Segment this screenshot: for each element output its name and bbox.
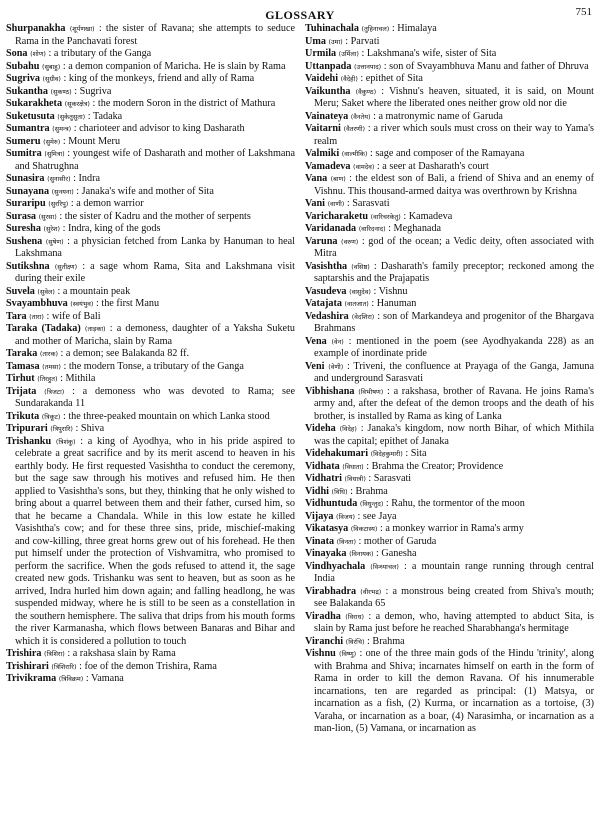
glossary-term: Suresha xyxy=(6,223,41,234)
glossary-definition: : Rahu, the tormentor of the moon xyxy=(383,498,525,509)
glossary-entry xyxy=(6,61,295,74)
devanagari-term: (बाण) xyxy=(330,175,346,183)
devanagari-term: (वेणी) xyxy=(328,362,344,371)
glossary-definition: : Meghanada xyxy=(385,223,442,234)
glossary-entry xyxy=(305,23,594,36)
glossary-entry xyxy=(305,161,594,174)
glossary-term: Vana xyxy=(305,173,328,184)
glossary-entry xyxy=(305,86,594,111)
glossary-term: Trivikrama xyxy=(6,673,57,684)
glossary-term: Vena xyxy=(305,335,327,347)
glossary-entry xyxy=(6,298,295,311)
glossary-definition: : a demon; see Balakanda 82 ff. xyxy=(58,348,190,359)
glossary-entry xyxy=(6,411,295,424)
glossary-entry xyxy=(6,286,295,299)
glossary-definition: : Indra xyxy=(70,173,100,184)
glossary-entry xyxy=(6,261,295,286)
glossary-definition: : king of the monkeys, friend and ally of Rama xyxy=(60,73,255,84)
glossary-term: Svayambhuva xyxy=(6,298,68,309)
glossary-entry xyxy=(305,286,594,299)
glossary-entry xyxy=(305,473,594,486)
glossary-entry xyxy=(305,523,594,536)
glossary-definition: : Vishnu's heaven, situated, it is said, on Mount Meru; Saket where the liberated ones neither grow old nor die xyxy=(314,85,594,109)
glossary-definition: : youngest wife of Dasharath and mother of Lakshmana and Shatrughna xyxy=(15,148,295,172)
glossary-entry xyxy=(6,323,295,348)
glossary-entry xyxy=(6,436,295,649)
glossary-term: Sumantra xyxy=(6,123,50,134)
glossary-term: Vidhuntuda xyxy=(305,498,358,509)
glossary-entry xyxy=(305,561,594,586)
devanagari-term: (विधात्री) xyxy=(344,475,366,483)
glossary-entry xyxy=(6,48,295,61)
glossary-definition: : son of Svayambhuva Manu and father of Dhruva xyxy=(381,60,589,72)
devanagari-term: (सूकरक्षेत्र) xyxy=(64,100,90,108)
devanagari-term: (विष्णु) xyxy=(339,650,357,658)
devanagari-term: (सुमेरु) xyxy=(43,137,61,146)
glossary-entry xyxy=(305,386,594,424)
left-column xyxy=(6,23,295,736)
devanagari-term: (विराध) xyxy=(345,612,364,621)
devanagari-term: (तुहिनाचल) xyxy=(361,25,390,33)
devanagari-term: (सुवेल) xyxy=(37,287,55,296)
glossary-entry xyxy=(305,298,594,311)
glossary-definition: : a king of Ayodhya, who in his pride aspired to celebrate a great sacrifice and by its merit ascend to heaven in his earthly body. He first requested Vasishtha to conduct the ceremony, but the sage saw through his motives and refused him. He then applied to Vasishtha's sons, but they, thinking that he only wished to bring about a quarrel between them and their father, cursed him, so that he became a Chandala. While in this low estate he killed Vasishtha's cow; and for these three sins, pride, mischief-making and cow-killing, three great horns grew out of his forehead. He then put himself under the protection of Vishvamitra, who promised to perform the sacrifice. When the gods refused to attend it, the sage created new gods. Trishanku was sent to heaven, but as soon as he arrived, Indra hurled him down again; and falling headlong, he was suspended midway, where he is still to be seen as a constellation in the southern hemisphere. The saliva that drips from his mouth forms the river Karmanasha, which flows between Banaras and Bihar and which it is considered a pollution to touch xyxy=(15,435,296,647)
devanagari-term: (त्रिकूट) xyxy=(41,412,61,421)
devanagari-term: (वेदशिरा) xyxy=(351,312,375,321)
glossary-term: Sunasira xyxy=(6,173,45,184)
glossary-entry xyxy=(305,448,594,461)
glossary-entry xyxy=(305,198,594,211)
glossary-term: Vikatasya xyxy=(305,523,349,534)
glossary-definition: : Ganesha xyxy=(373,548,417,559)
glossary-term: Trishira xyxy=(6,648,42,659)
glossary-entry xyxy=(305,498,594,511)
glossary-definition: : a demon companion of Maricha. He is slain by Rama xyxy=(60,60,286,72)
glossary-term: Vainateya xyxy=(305,110,349,122)
glossary-entry xyxy=(6,386,295,411)
glossary-term: Sukarakheta xyxy=(6,98,63,109)
glossary-definition: : Mithila xyxy=(57,373,96,384)
glossary-term: Uma xyxy=(305,35,326,47)
devanagari-term: (वैतरणी) xyxy=(343,125,366,133)
glossary-entry xyxy=(6,311,295,324)
glossary-term: Uttanpada xyxy=(305,60,352,72)
devanagari-term: (विधुन्तुद) xyxy=(359,500,384,508)
devanagari-term: (वामदेव) xyxy=(353,162,375,171)
glossary-term: Viranchi xyxy=(305,635,344,647)
glossary-definition: : one of the three main gods of the Hindu 'trinity', along with Brahma and Shiva; incarnates himself on earth in the form of Rama in order to kill the demon Ravana. Of his innumerable incarnations, ten are regarded as principal: (1) Matsya, or incarnation as a fish, (2) Kurma, or incarnation as a tortoise, (3) Varaha, or incarnation as a boar, (4) Narasimha, or incarnation as a man-lion, (5) Vamana, or incarnation as xyxy=(314,648,594,734)
glossary-definition: : Sarasvati xyxy=(344,198,390,209)
glossary-definition: : a monkey warrior in Rama's army xyxy=(377,523,524,534)
devanagari-term: (तिरहुत) xyxy=(37,375,58,383)
glossary-definition: : epithet of Sita xyxy=(357,73,423,84)
glossary-entry xyxy=(6,186,295,199)
glossary-entry xyxy=(305,636,594,649)
glossary-term: Vamadeva xyxy=(305,160,351,172)
glossary-definition: : Brahma xyxy=(347,485,388,497)
glossary-definition: : Parvati xyxy=(342,35,380,47)
glossary-definition: : a demoness, daughter of a Yaksha Suketu and mother of Maricha, slain by Rama xyxy=(15,323,296,347)
glossary-entry xyxy=(6,173,295,186)
glossary-entry xyxy=(305,511,594,524)
devanagari-term: (वाल्मीकि) xyxy=(341,150,368,158)
glossary-term: Suraripu xyxy=(6,198,46,209)
glossary-term: Vidhi xyxy=(305,485,329,497)
glossary-entry xyxy=(305,61,594,74)
devanagari-term: (सुकण्ठ) xyxy=(50,87,72,96)
glossary-entry xyxy=(6,148,295,173)
glossary-entry xyxy=(6,86,295,99)
glossary-definition: : Tadaka xyxy=(85,110,123,122)
glossary-term: Vani xyxy=(305,198,326,209)
glossary-definition: : Sarasvati xyxy=(365,473,412,484)
devanagari-term: (विधि) xyxy=(331,487,348,496)
glossary-definition: : Mount Meru xyxy=(60,135,121,147)
glossary-term: Tirhut xyxy=(6,373,35,384)
glossary-term: Urmila xyxy=(305,48,337,59)
devanagari-term: (त्रिजटा) xyxy=(44,387,65,396)
glossary-definition: : see Jaya xyxy=(355,510,397,522)
glossary-entry xyxy=(6,373,295,386)
glossary-definition: : son of Markandeya and progenitor of the Bhargava Brahmans xyxy=(314,310,595,334)
glossary-entry xyxy=(6,98,295,111)
glossary-entry xyxy=(6,111,295,124)
glossary-definition: : a sage whom Rama, Sita and Lakshmana visit during their exile xyxy=(15,260,295,284)
devanagari-term: (वरुण) xyxy=(341,237,359,246)
devanagari-term: (वासुदेव) xyxy=(349,287,371,296)
devanagari-term: (स्वयंभुव) xyxy=(70,300,94,308)
glossary-definition: : Vishnu xyxy=(370,285,408,297)
glossary-definition: : wife of Bali xyxy=(43,310,101,322)
glossary-definition: : a rakshasa slain by Rama xyxy=(64,648,176,659)
glossary-term: Varidanada xyxy=(305,223,357,234)
devanagari-term: (उमा) xyxy=(328,37,343,46)
devanagari-term: (सुररिपु) xyxy=(48,200,69,208)
glossary-entry xyxy=(305,261,594,286)
glossary-definition: : the three-peaked mountain on which Lanka stood xyxy=(60,410,270,422)
devanagari-term: (सुरसा) xyxy=(38,212,57,221)
page-header xyxy=(6,6,594,22)
glossary-definition: : the modern Soron in the district of Mathura xyxy=(89,98,276,109)
glossary-term: Vishnu xyxy=(305,648,336,659)
glossary-term: Veni xyxy=(305,360,325,372)
glossary-term: Vijaya xyxy=(305,510,334,522)
glossary-definition: : a seer at Dasharath's court xyxy=(374,160,489,172)
devanagari-term: (विदेहकुमारी) xyxy=(370,450,403,458)
glossary-entry xyxy=(305,586,594,611)
glossary-definition: : Brahma the Creator; Providence xyxy=(363,460,504,472)
glossary-definition: : Lakshmana's wife, sister of Sita xyxy=(358,48,497,59)
devanagari-term: (शोण) xyxy=(30,50,46,58)
devanagari-term: (सुमित्रा) xyxy=(44,150,65,158)
devanagari-term: (वैनतेय) xyxy=(350,112,371,121)
glossary-entry xyxy=(305,223,594,236)
devanagari-term: (वैदेही) xyxy=(340,75,358,83)
glossary-entry xyxy=(305,148,594,161)
glossary-entry xyxy=(305,423,594,448)
glossary-term: Sumitra xyxy=(6,148,42,159)
devanagari-term: (सुतीक्ष्ण) xyxy=(54,262,78,271)
glossary-definition: : Sita xyxy=(402,448,427,459)
glossary-entry xyxy=(305,536,594,549)
devanagari-term: (त्रिशिरारि) xyxy=(51,662,77,671)
glossary-definition: : Himalaya xyxy=(389,23,437,34)
glossary-definition: : a river which souls must cross on their way to Yama's realm xyxy=(314,123,595,147)
glossary-definition: : a demon, who, having attempted to abduct Sita, is slain by Rama just before he reached Sharabhanga's hermitage xyxy=(314,610,595,634)
devanagari-term: (विनता) xyxy=(336,537,356,546)
glossary-entry xyxy=(6,661,295,674)
glossary-term: Vaidehi xyxy=(305,73,339,84)
glossary-entry xyxy=(305,461,594,474)
glossary-definition: : Kamadeva xyxy=(400,210,453,222)
glossary-entry xyxy=(305,336,594,361)
glossary-term: Vaitarni xyxy=(305,123,341,134)
glossary-entry xyxy=(305,73,594,86)
glossary-entry xyxy=(6,198,295,211)
glossary-term: Vindhyachala xyxy=(305,560,366,572)
devanagari-term: (त्रिविक्रम) xyxy=(58,675,84,683)
glossary-term: Sushena xyxy=(6,235,43,247)
glossary-entry xyxy=(305,48,594,61)
glossary-term: Vasudeva xyxy=(305,285,347,297)
glossary-entry xyxy=(305,361,594,386)
devanagari-term: (वारिचरकेतु) xyxy=(370,212,401,221)
devanagari-term: (वाणी) xyxy=(327,200,345,208)
glossary-term: Surasa xyxy=(6,210,37,222)
glossary-definition: : the sister of Kadru and the mother of serpents xyxy=(56,210,251,222)
devanagari-term: (वसिष्ठ) xyxy=(351,262,370,271)
glossary-definition: : a monstrous being created from Shiva's mouth; see Balakanda 65 xyxy=(314,585,595,609)
page-number: 751 xyxy=(575,6,592,18)
glossary-entry xyxy=(6,223,295,236)
glossary-entry xyxy=(6,673,295,686)
devanagari-term: (वैकुण्ठ) xyxy=(355,87,377,96)
glossary-definition: : a demon warrior xyxy=(68,198,144,209)
devanagari-term: (त्रिशिरा) xyxy=(44,650,65,658)
glossary-entry xyxy=(305,486,594,499)
glossary-definition: : a physician fetched from Lanka by Hanuman to heal Lakshmana xyxy=(15,235,295,259)
glossary-entry xyxy=(6,211,295,224)
glossary-definition: : charioteer and advisor to king Dasharath xyxy=(71,123,245,134)
glossary-entry xyxy=(6,23,295,48)
glossary-term: Viradha xyxy=(305,610,341,622)
devanagari-term: (सुरेश) xyxy=(43,225,61,233)
glossary-definition: : Vamana xyxy=(83,673,124,684)
glossary-term: Taraka (Tadaka) xyxy=(6,323,81,334)
glossary-term: Tripurari xyxy=(6,423,48,434)
glossary-term: Vinata xyxy=(305,535,335,547)
glossary-term: Taraka xyxy=(6,348,38,359)
glossary-term: Virabhadra xyxy=(305,585,357,597)
devanagari-term: (तमसा) xyxy=(42,362,61,371)
devanagari-term: (सुनयना) xyxy=(51,187,74,196)
devanagari-term: (सुनासीर) xyxy=(47,175,71,183)
glossary-entry xyxy=(305,111,594,124)
glossary-term: Trikuta xyxy=(6,410,40,422)
devanagari-term: (विनायक) xyxy=(349,550,374,558)
glossary-definition: : Triveni, the confluence at Prayaga of the Ganga, Jamuna and underground Sarasvati xyxy=(314,360,594,384)
glossary-term: Vedashira xyxy=(305,310,349,322)
glossary-entry xyxy=(6,348,295,361)
glossary-definition: : mother of Garuda xyxy=(355,535,437,547)
glossary-definition: : the eldest son of Bali, a friend of Shiva and an enemy of Vishnu. This thousand-armed daitya was overthrown by Krishna xyxy=(314,173,594,197)
glossary-entry xyxy=(305,173,594,198)
glossary-term: Vaikuntha xyxy=(305,85,351,97)
glossary-term: Shurpanakha xyxy=(6,23,66,34)
glossary-definition: : a demoness who was devoted to Rama; see Sundarakanda 11 xyxy=(15,385,295,409)
devanagari-term: (सुबाहु) xyxy=(41,62,61,71)
devanagari-term: (उत्तानपाद) xyxy=(353,62,382,71)
glossary-definition: : Hanuman xyxy=(368,298,417,309)
glossary-term: Varuna xyxy=(305,235,338,247)
devanagari-term: (विजय) xyxy=(336,512,355,521)
devanagari-term: (विधाता) xyxy=(342,462,364,471)
glossary-definition: : Janaka's kingdom, now north Bihar, of which Mithila was the capital; epithet of Janaka xyxy=(314,423,595,447)
glossary-term: Subahu xyxy=(6,60,40,72)
devanagari-term: (वातजात) xyxy=(344,300,369,308)
glossary-definition: : mentioned in the poem (see Ayodhyakanda 228) as an example of inordinate pride xyxy=(314,335,595,359)
glossary-term: Suvela xyxy=(6,285,35,297)
glossary-term: Valmiki xyxy=(305,148,340,159)
glossary-definition: : a matronymic name of Garuda xyxy=(370,110,503,122)
glossary-entry xyxy=(6,423,295,436)
glossary-definition: : a mountain range running through central India xyxy=(314,560,594,584)
glossary-entry xyxy=(6,648,295,661)
glossary-term: Sukantha xyxy=(6,85,48,97)
glossary-term: Vidhata xyxy=(305,460,340,472)
devanagari-term: (त्रिपुरारि) xyxy=(50,425,73,433)
glossary-term: Videhakumari xyxy=(305,448,369,459)
glossary-entry xyxy=(6,236,295,261)
glossary-term: Vinayaka xyxy=(305,548,347,559)
devanagari-term: (तारक) xyxy=(39,350,58,358)
glossary-term: Vasishtha xyxy=(305,260,348,272)
glossary-term: Suketusuta xyxy=(6,110,55,122)
glossary-term: Sunayana xyxy=(6,185,50,197)
glossary-term: Vidhatri xyxy=(305,473,342,484)
glossary-definition: : the first Manu xyxy=(93,298,160,309)
glossary-entry xyxy=(6,123,295,136)
devanagari-term: (विदेह) xyxy=(339,425,357,433)
glossary-definition: : a rakshasa, brother of Ravana. He joins Rama's army and, after the defeat of the demon troops and the death of his brother, is installed by Rama as king of Lanka xyxy=(314,385,595,422)
devanagari-term: (सुग्रीव) xyxy=(42,75,61,83)
glossary-definition: : god of the ocean; a Vedic deity, often associated with Mitra xyxy=(314,235,594,259)
glossary-entry xyxy=(305,211,594,224)
glossary-definition: : foe of the demon Trishira, Rama xyxy=(76,660,217,672)
devanagari-term: (सुकेतुसुता) xyxy=(57,112,86,121)
devanagari-term: (विकटास्य) xyxy=(350,525,378,533)
glossary-definition: : a mountain peak xyxy=(54,285,131,297)
glossary-term: Vibhishana xyxy=(305,385,355,397)
glossary-term: Tuhinachala xyxy=(305,23,359,34)
glossary-term: Videha xyxy=(305,423,336,434)
right-column xyxy=(305,23,594,736)
devanagari-term: (विरंचि) xyxy=(345,637,365,646)
devanagari-term: (वेन) xyxy=(331,337,344,346)
glossary-entry xyxy=(6,136,295,149)
devanagari-term: (शूर्पणखा) xyxy=(69,25,95,33)
devanagari-term: (सुमन्त्र) xyxy=(52,125,72,133)
glossary-term: Tamasa xyxy=(6,360,40,372)
glossary-term: Sutikshna xyxy=(6,260,50,272)
glossary-definition: : the modern Tonse, a tributary of the Ganga xyxy=(60,360,244,372)
glossary-definition: : Sugriva xyxy=(71,85,112,97)
glossary-entry xyxy=(305,611,594,636)
glossary-definition: : a tributary of the Ganga xyxy=(45,48,152,59)
glossary-term: Sugriva xyxy=(6,73,40,84)
glossary-definition: : Janaka's wife and mother of Sita xyxy=(73,185,214,197)
glossary-term: Tara xyxy=(6,310,27,322)
devanagari-term: (वीरभद्र) xyxy=(360,587,382,596)
glossary-term: Trishanku xyxy=(6,435,52,447)
devanagari-term: (वारिदनाद) xyxy=(358,225,386,233)
glossary-columns xyxy=(6,23,594,736)
devanagari-term: (तारा) xyxy=(29,312,44,321)
glossary-term: Varicharaketu xyxy=(305,210,369,222)
page-title: GLOSSARY xyxy=(265,8,335,22)
glossary-entry xyxy=(305,123,594,148)
devanagari-term: (सुषेण) xyxy=(45,237,64,246)
devanagari-term: (उर्मिला) xyxy=(338,50,359,58)
glossary-entry xyxy=(6,361,295,374)
glossary-term: Trijata xyxy=(6,385,37,397)
devanagari-term: (त्रिशंकु) xyxy=(55,437,76,446)
devanagari-term: (ताड़का) xyxy=(84,325,106,333)
glossary-entry xyxy=(6,73,295,86)
glossary-definition: : Brahma xyxy=(364,635,405,647)
glossary-definition: : sage and composer of the Ramayana xyxy=(367,148,525,159)
glossary-entry xyxy=(305,36,594,49)
glossary-definition: : Shiva xyxy=(72,423,105,434)
glossary-definition: : the sister of Ravana; she attempts to seduce Rama in the Panchavati forest xyxy=(15,23,296,47)
glossary-definition: : Indra, king of the gods xyxy=(60,223,161,234)
glossary-term: Vatajata xyxy=(305,298,342,309)
glossary-term: Trishirari xyxy=(6,660,49,672)
glossary-term: Sona xyxy=(6,48,28,59)
devanagari-term: (विभीषण) xyxy=(358,387,384,396)
glossary-entry xyxy=(305,236,594,261)
glossary-term: Sumeru xyxy=(6,135,41,147)
glossary-definition: : Dasharath's family preceptor; reckoned among the saptarshis and the Prajapatis xyxy=(314,260,594,284)
devanagari-term: (विन्ध्याचल) xyxy=(370,562,399,571)
glossary-entry xyxy=(305,311,594,336)
glossary-entry xyxy=(305,648,594,736)
glossary-entry xyxy=(305,548,594,561)
